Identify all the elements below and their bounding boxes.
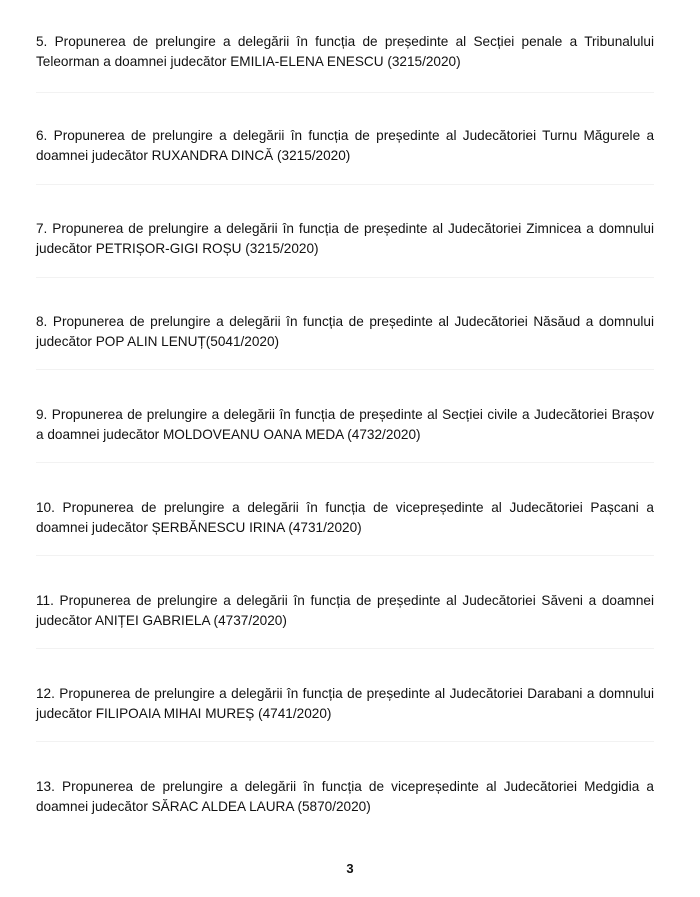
page-number: 3	[346, 861, 354, 876]
agenda-item-9: 9. Propunerea de prelungire a delegării în funcția de președinte al Secției civile a Judecătoriei Brașov a doamnei judecător MOLDOVEANU OANA MEDA (4732/2020)	[36, 407, 654, 442]
item-divider	[36, 369, 654, 370]
item-divider	[36, 555, 654, 556]
agenda-item-7: 7. Propunerea de prelungire a delegării în funcția de președinte al Judecătoriei Zimnicea a domnului judecător PETRIȘOR-GIGI ROȘU (3215/2020)	[36, 221, 654, 256]
item-divider	[36, 92, 654, 93]
item-divider	[36, 184, 654, 185]
item-divider	[36, 277, 654, 278]
agenda-item-13: 13. Propunerea de prelungire a delegării în funcția de vicepreședinte al Judecătoriei Medgidia a doamnei judecător SĂRAC ALDEA LAURA (5870/2020)	[36, 779, 654, 814]
agenda-item-10: 10. Propunerea de prelungire a delegării în funcția de vicepreședinte al Judecătoriei Pașcani a doamnei judecător ȘERBĂNESCU IRINA (4731/2020)	[36, 500, 654, 535]
agenda-item-5: 5. Propunerea de prelungire a delegării în funcția de președinte al Secției penale a Tribunalului Teleorman a doamnei judecător EMILIA-ELENA ENESCU (3215/2020)	[36, 34, 654, 69]
agenda-item-12: 12. Propunerea de prelungire a delegării în funcția de președinte al Judecătoriei Darabani a domnului judecător FILIPOAIA MIHAI MUREȘ (4741/2020)	[36, 686, 654, 721]
item-divider	[36, 648, 654, 649]
item-divider	[36, 741, 654, 742]
agenda-item-8: 8. Propunerea de prelungire a delegării în funcția de președinte al Judecătoriei Năsăud a domnului judecător POP ALIN LENUȚ(5041/2020)	[36, 314, 654, 349]
agenda-item-6: 6. Propunerea de prelungire a delegării în funcția de președinte al Judecătoriei Turnu Măgurele a doamnei judecător RUXANDRA DINCĂ (3215/2020)	[36, 128, 654, 163]
item-divider	[36, 462, 654, 463]
agenda-item-11: 11. Propunerea de prelungire a delegării în funcția de președinte al Judecătoriei Săveni a doamnei judecător ANIȚEI GABRIELA (4737/2020)	[36, 593, 654, 628]
